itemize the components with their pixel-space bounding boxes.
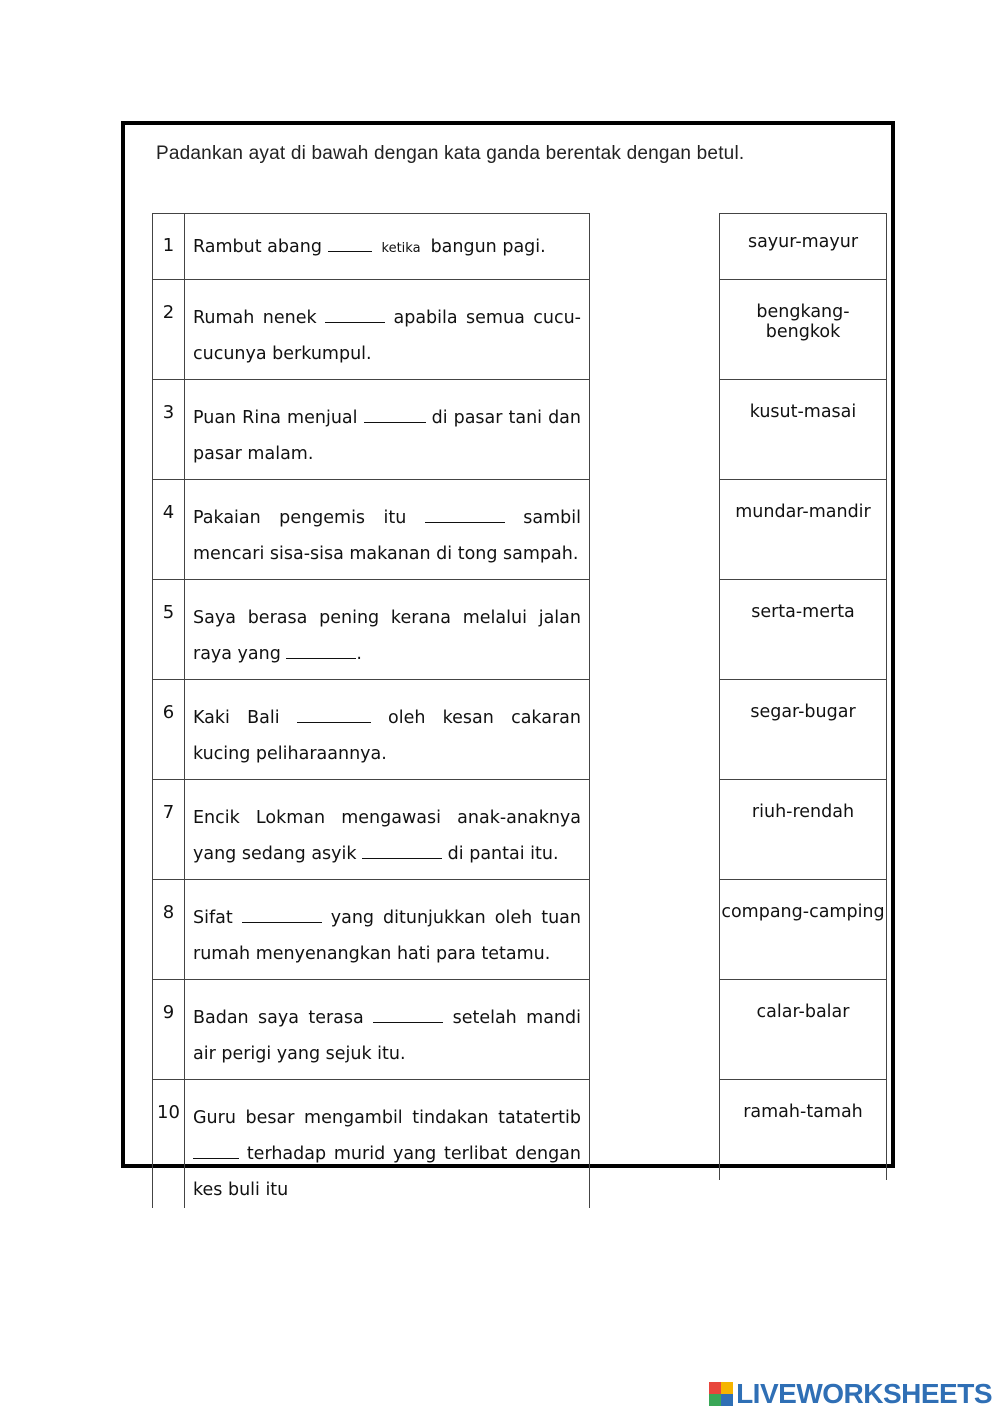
word-option[interactable]: sayur-mayur	[720, 214, 887, 280]
sentence-part: Kaki Bali	[193, 708, 280, 728]
word-bank-table	[719, 213, 887, 1180]
worksheet-frame	[121, 121, 895, 1200]
question-sentence	[185, 380, 590, 480]
question-number: 4	[153, 480, 185, 580]
answer-blank[interactable]	[286, 642, 356, 659]
answer-blank[interactable]	[364, 406, 426, 423]
question-sentence	[185, 480, 590, 580]
question-sentence	[185, 680, 590, 780]
answer-blank[interactable]	[362, 842, 442, 859]
sentence-part: .	[356, 644, 362, 664]
table-row	[153, 280, 590, 380]
sentence-part: Rumah nenek	[193, 308, 317, 328]
question-number: 1	[153, 214, 185, 280]
word-option[interactable]: serta-merta	[720, 580, 887, 680]
table-row	[153, 980, 590, 1080]
question-table	[152, 213, 590, 1208]
question-number: 7	[153, 780, 185, 880]
question-sentence	[185, 980, 590, 1080]
sentence-part: terhadap murid yang terlibat dengan kes buli itu	[193, 1144, 581, 1200]
sentence-part: Guru besar mengambil tindakan tatatertib	[193, 1108, 581, 1128]
question-sentence	[185, 1080, 590, 1209]
question-number: 5	[153, 580, 185, 680]
table-row	[720, 1080, 887, 1180]
sentence-part: setelah mandi air perigi yang sejuk itu.	[193, 1008, 581, 1064]
sentence-part: yang ditunjukkan oleh tuan rumah menyenangkan hati para tetamu.	[193, 908, 581, 964]
word-option[interactable]: compang-camping	[720, 880, 887, 980]
table-row	[720, 280, 887, 380]
table-row	[153, 214, 590, 280]
word-option[interactable]: bengkang-bengkok	[720, 280, 887, 380]
answer-blank[interactable]	[328, 235, 372, 252]
table-row	[720, 780, 887, 880]
table-row	[720, 480, 887, 580]
sentence-part: Badan saya terasa	[193, 1008, 364, 1028]
answer-blank[interactable]	[193, 1142, 239, 1159]
instruction-text: Padankan ayat di bawah dengan kata ganda berentak dengan betul.	[156, 143, 745, 164]
question-sentence	[185, 214, 590, 280]
table-row	[720, 380, 887, 480]
sentence-part: bangun pagi.	[430, 237, 546, 257]
answer-blank[interactable]	[242, 906, 322, 923]
question-number: 3	[153, 380, 185, 480]
question-number: 8	[153, 880, 185, 980]
answer-blank[interactable]	[325, 306, 385, 323]
liveworksheets-logo-icon	[709, 1382, 733, 1406]
table-row	[720, 680, 887, 780]
answer-blank[interactable]	[425, 506, 505, 523]
table-row	[153, 580, 590, 680]
table-row	[720, 580, 887, 680]
word-option[interactable]: ramah-tamah	[720, 1080, 887, 1180]
sentence-part: Sifat	[193, 908, 233, 928]
table-row	[720, 980, 887, 1080]
sentence-part: Saya berasa pening kerana melalui jalan raya yang	[193, 608, 581, 664]
sentence-part: di pantai itu.	[447, 844, 559, 864]
word-option[interactable]: calar-balar	[720, 980, 887, 1080]
sentence-part: Puan Rina menjual	[193, 408, 358, 428]
question-sentence	[185, 280, 590, 380]
table-row	[720, 214, 887, 280]
question-sentence	[185, 880, 590, 980]
filled-answer: ketika	[381, 241, 421, 256]
word-option[interactable]: riuh-rendah	[720, 780, 887, 880]
table-row	[153, 480, 590, 580]
brand-name: LIVEWORKSHEETS	[736, 1378, 992, 1409]
liveworksheets-brand[interactable]	[709, 1378, 992, 1410]
question-sentence	[185, 580, 590, 680]
word-option[interactable]: mundar-mandir	[720, 480, 887, 580]
table-row	[153, 680, 590, 780]
word-option[interactable]: segar-bugar	[720, 680, 887, 780]
sentence-part: apabila semua cucu-cucunya berkumpul.	[193, 308, 581, 364]
sentence-part: Pakaian pengemis itu	[193, 508, 407, 528]
question-number: 10	[153, 1080, 185, 1209]
sentence-part: di pasar tani dan pasar malam.	[193, 408, 581, 464]
table-row	[720, 880, 887, 980]
sentence-part: sambil mencari sisa-sisa makanan di tong sampah.	[193, 508, 581, 564]
table-row	[153, 880, 590, 980]
table-row	[153, 1080, 590, 1209]
question-sentence	[185, 780, 590, 880]
word-option[interactable]: kusut-masai	[720, 380, 887, 480]
question-number: 2	[153, 280, 185, 380]
question-number: 9	[153, 980, 185, 1080]
answer-blank[interactable]	[297, 706, 371, 723]
sentence-part: Encik Lokman mengawasi anak-anaknya yang sedang asyik	[193, 808, 581, 864]
answer-blank[interactable]	[373, 1006, 443, 1023]
question-number: 6	[153, 680, 185, 780]
sentence-part: Rambut abang	[193, 237, 322, 257]
table-row	[153, 780, 590, 880]
table-row	[153, 380, 590, 480]
sentence-part: oleh kesan cakaran kucing peliharaannya.	[193, 708, 581, 764]
